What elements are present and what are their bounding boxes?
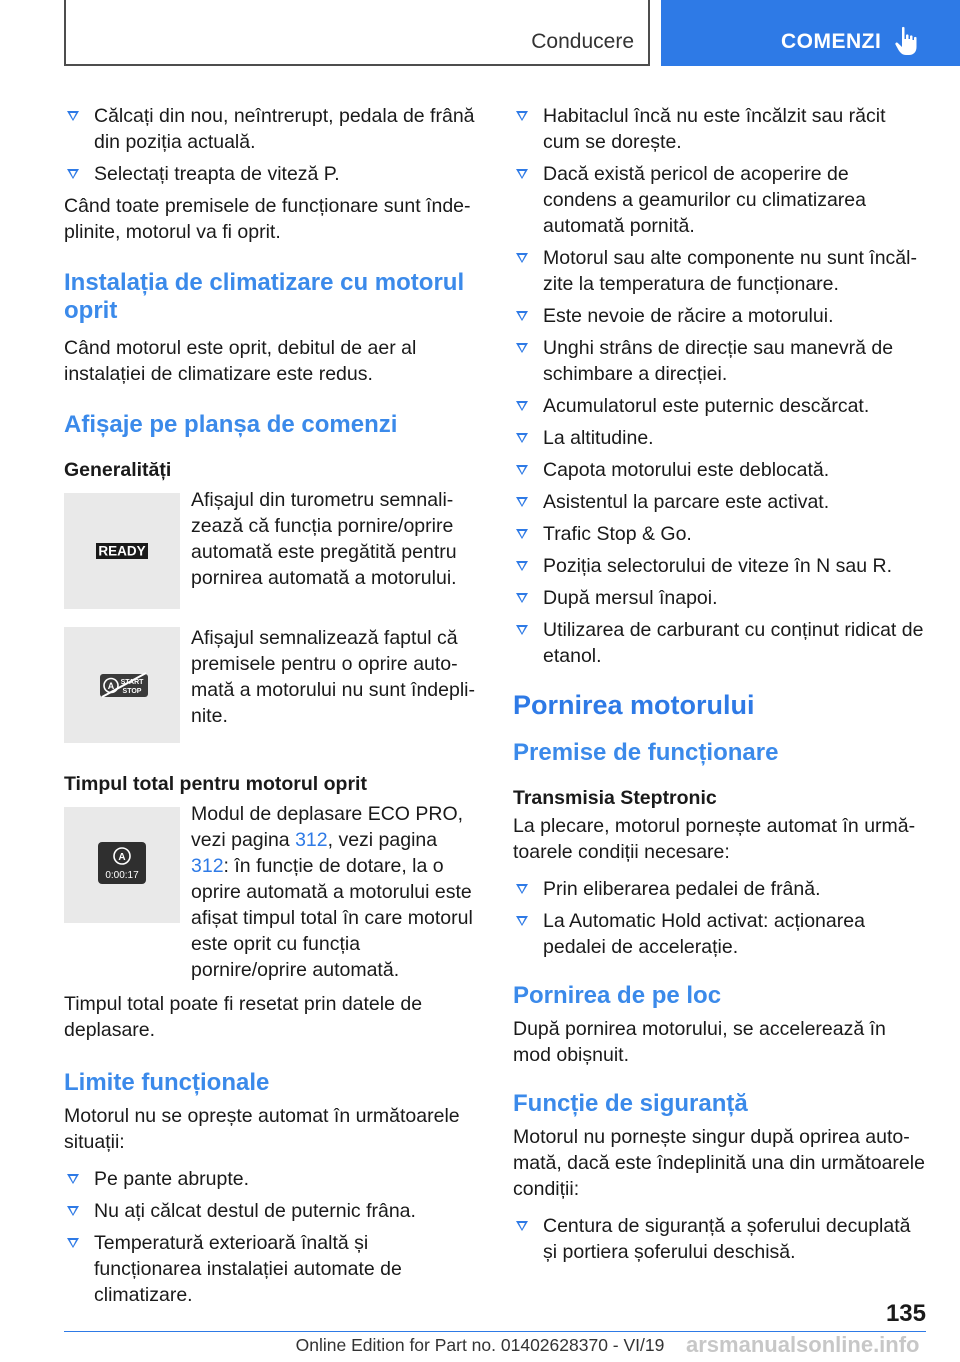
figure-start-stop: [64, 625, 478, 749]
heading-display: Afișaje pe planșa de comenzi: [64, 411, 398, 438]
list-item: Nu ați călcat destul de puternic frâna.: [64, 1198, 478, 1224]
start-label: START: [120, 679, 144, 686]
paragraph: După pornirea motorului, se accelerează în mod obișnuit.: [513, 1018, 886, 1066]
chapter-tab[interactable]: [661, 0, 960, 66]
heading-climate: Instalația de climatizare cu motorul oprit: [64, 269, 465, 324]
paragraph: Timpul total poate fi resetat prin datele de deplasare.: [64, 993, 423, 1041]
list-item: Centura de siguranță a șoferului decuplată și portiera șoferului deschisă.: [513, 1213, 927, 1265]
engine-off-timer-image: [64, 807, 180, 923]
chapter-title: COMENZI: [781, 30, 882, 53]
heading-general: Generalități: [64, 459, 172, 481]
paragraph: La plecare, motorul pornește automat în următoarele condiții necesare:: [513, 815, 916, 863]
list-item: Pe pante abrupte.: [64, 1166, 478, 1192]
list-item: Trafic Stop & Go.: [513, 521, 927, 547]
list-item: La Automatic Hold activat: acționarea pedalei de accelerație.: [513, 908, 927, 960]
heading-limits: Limite funcționale: [64, 1069, 270, 1096]
list-item: Prin eliberarea pedalei de frână.: [513, 876, 927, 902]
list-item: Asistentul la parcare este activat.: [513, 489, 927, 515]
page-header: [0, 0, 960, 66]
page-number: 135: [885, 1300, 926, 1327]
paragraph: Când motorul este oprit, debitul de aer al instalației de climatizare este redus.: [64, 337, 417, 385]
footer-edition: Online Edition for Part no. 01402628370 - VI/19: [295, 1335, 665, 1355]
hand-pointer-icon: [894, 26, 920, 56]
page-link[interactable]: 312: [191, 855, 224, 877]
list-item: Poziția selectorului de viteze în N sau R.: [513, 553, 927, 579]
paragraph: Când toate premisele de funcționare sunt îndeplinite, motorul va fi oprit.: [64, 195, 471, 243]
heading-steptronic: Transmisia Steptronic: [513, 787, 717, 809]
svg-text:A: A: [118, 852, 126, 863]
list-item: La altitudine.: [513, 425, 927, 451]
ready-indicator-image: [64, 493, 180, 609]
start-stop-off-image: [64, 627, 180, 743]
stop-label: STOP: [122, 688, 142, 695]
list-item: Acumulatorul este puternic descărcat.: [513, 393, 927, 419]
right-column: [513, 103, 927, 1271]
heading-start-engine: Pornirea motorului: [513, 690, 755, 720]
paragraph: Motorul nu se oprește automat în următoarele situații:: [64, 1105, 460, 1153]
figure-ready: [64, 487, 478, 611]
timer-readout: 0:00:17: [105, 870, 139, 881]
list-item: Călcați din nou, neîntrerupt, pedala de frână din poziția actuală.: [64, 103, 478, 155]
list-item: Habitaclul încă nu este încălzit sau răcit cum se dorește.: [513, 103, 927, 155]
figure-text: Afișajul din turometru semnalizează că funcția pornire/oprire automată este pregătită pentru pornirea automată a motorului.: [191, 489, 457, 589]
figure-text: Afișajul semnalizează faptul că premisele pentru o oprire automată a motorului nu sunt îndeplinite.: [191, 627, 475, 727]
section-title: Conducere: [531, 30, 634, 53]
list-item: După mersul înapoi.: [513, 585, 927, 611]
paragraph: Motorul nu pornește singur după oprirea automată, dacă este îndeplinită una din următoarele condiții:: [513, 1126, 925, 1200]
heading-drive-off: Pornirea de pe loc: [513, 982, 722, 1009]
list-item: Temperatură exterioară înaltă și funcționarea instalației automate de climatizare.: [64, 1230, 478, 1308]
heading-premises: Premise de funcționare: [513, 739, 779, 766]
section-tab[interactable]: [64, 0, 650, 66]
list-item: Unghi strâns de direcție sau manevră de schimbare a direcției.: [513, 335, 927, 387]
heading-safety: Funcție de siguranță: [513, 1090, 748, 1117]
list-item: Motorul sau alte componente nu sunt încălzite la temperatura de funcționare.: [513, 245, 927, 297]
left-column: [64, 103, 478, 1314]
conditions-list: [513, 103, 927, 669]
svg-text:A: A: [107, 681, 115, 691]
watermark: arsmanualsonline.info: [686, 1332, 920, 1357]
figure-text-wrap: Modul de deplasare ECO PRO, vezi pagina 312, vezi pagina 312: în funcție de dotare, la o oprire automată a motorului este afișat timpul total în care motorul este oprit cu funcția pornire/oprire automată.: [191, 803, 473, 981]
ready-label: READY: [98, 543, 146, 559]
page-link[interactable]: 312: [295, 829, 328, 851]
list-item: Este nevoie de răcire a motorului.: [513, 303, 927, 329]
figure-total-time: [64, 801, 478, 983]
list-item: Dacă există pericol de acoperire de condens a geamurilor cu climatizarea automată pornită.: [513, 161, 927, 239]
list-item: Capota motorului este deblocată.: [513, 457, 927, 483]
list-item: Selectați treapta de viteză P.: [64, 161, 478, 187]
list-item: Utilizarea de carburant cu conținut ridicat de etanol.: [513, 617, 927, 669]
heading-total-time: Timpul total pentru motorul oprit: [64, 773, 367, 795]
